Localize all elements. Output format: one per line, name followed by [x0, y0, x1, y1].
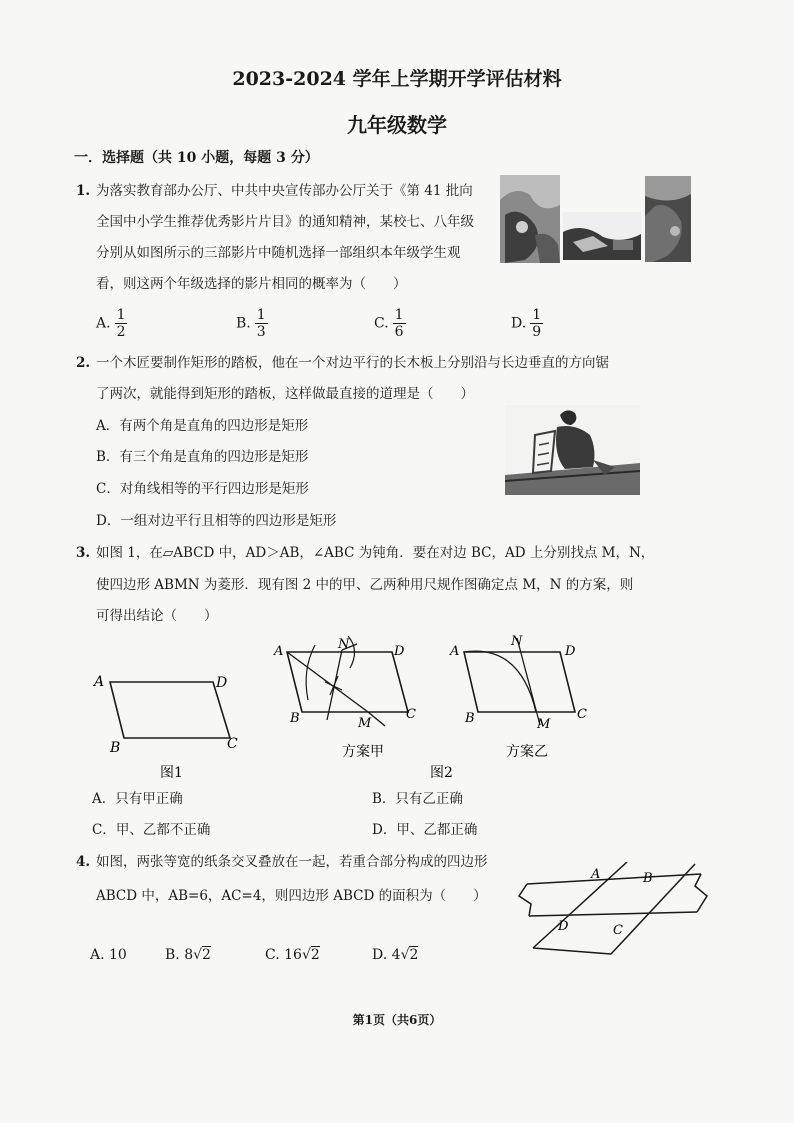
q2-option-a: A．有两个角是直角的四边形是矩形 [96, 418, 309, 434]
q1-option-c-denominator: 6 [394, 324, 404, 340]
q1-option-b-denominator: 3 [256, 324, 266, 340]
plan-a-label-n: N [338, 637, 350, 652]
q4-option-d-coef: 4 [391, 947, 401, 963]
q1-number: 1. [76, 183, 91, 199]
q4-option-c-label: C. [265, 947, 280, 963]
q1-line-1: 为落实教育部办公厅、中共中央宣传部办公厅关于《第 41 批向 [96, 183, 473, 199]
plan-a-label-m: M [358, 716, 372, 731]
q3-option-c: C．甲、乙都不正确 [92, 822, 211, 838]
q2-option-c: C．对角线相等的平行四边形是矩形 [96, 481, 309, 497]
fig1-label-c: C [227, 736, 238, 752]
q2-option-b: B．有三个角是直角的四边形是矩形 [96, 449, 309, 465]
sqrt-symbol: √ [400, 947, 410, 963]
q4-strips-figure [515, 862, 715, 957]
film-still-2 [563, 212, 641, 260]
q1-option-b-label: B. [236, 315, 251, 332]
q4-line-2: ABCD 中，AB=6，AC=4，则四边形 ABCD 的面积为（ ） [96, 888, 487, 904]
q4-option-a [90, 947, 127, 963]
q1-option-a [96, 307, 127, 340]
q4-option-c [265, 947, 320, 963]
q1-option-a-numerator: 1 [116, 307, 126, 323]
q4-option-b-label: B. [165, 947, 180, 963]
plan-a-caption: 方案甲 [342, 744, 384, 760]
section-heading: 一．选择题（共 10 小题，每题 3 分） [74, 150, 319, 166]
q1-option-b-numerator: 1 [256, 307, 266, 323]
q2-line-1: 一个木匠要制作矩形的踏板，他在一个对边平行的长木板上分别沿与长边垂直的方向锯 [96, 355, 609, 371]
plan-a-figure [273, 636, 416, 760]
plan-b-caption: 方案乙 [506, 744, 548, 760]
q3-line-3: 可得出结论（ ） [96, 608, 218, 624]
q3-option-a: A．只有甲正确 [92, 791, 183, 807]
q4-label-b: B [643, 871, 653, 886]
q3-option-b: B．只有乙正确 [372, 791, 463, 807]
q3-number: 3. [76, 545, 91, 561]
q2-number: 2. [76, 355, 91, 371]
q4-option-c-radicand: 2 [310, 947, 320, 963]
q4-line-1: 如图，两张等宽的纸条交叉叠放在一起，若重合部分构成的四边形 [96, 854, 488, 870]
q1-option-a-denominator: 2 [116, 324, 126, 340]
sqrt-symbol: √ [193, 947, 203, 963]
carpenter-photo [505, 405, 640, 495]
film-still-1 [500, 175, 560, 263]
q1-line-4: 看，则这两个年级选择的影片相同的概率为（ ） [96, 276, 407, 292]
sqrt-symbol: √ [301, 947, 311, 963]
fig1-label-a: A [94, 674, 105, 690]
q1-option-b [236, 307, 268, 340]
q1-option-c-numerator: 1 [394, 307, 404, 323]
q3-line-1: 如图 1，在▱ABCD 中，AD＞AB，∠ABC 为钝角．要在对边 BC，AD 上分别找点 M，N， [96, 545, 655, 561]
plan-b-label-d: D [565, 644, 576, 659]
fig1-caption: 图1 [160, 765, 183, 780]
q3-figures [80, 630, 620, 780]
figure-1-parallelogram [92, 674, 238, 780]
fig1-label-d: D [216, 675, 228, 691]
q3-option-d: D．甲、乙都正确 [372, 822, 478, 838]
q4-option-b-coef: 8 [184, 947, 194, 963]
q4-option-b-radicand: 2 [202, 947, 211, 963]
q4-option-b [165, 947, 211, 963]
plan-a-label-d: D [394, 644, 405, 659]
q4-number: 4. [76, 854, 91, 870]
plan-a-label-b: B [290, 711, 300, 726]
plan-a-label-c: C [406, 707, 416, 722]
q4-option-a-value: 10 [109, 947, 127, 963]
q1-option-d [511, 307, 543, 340]
plan-b-label-b: B [465, 711, 475, 726]
exam-title: 2023-2024 学年上学期开学评估材料 [232, 68, 562, 90]
q4-label-a: A [591, 867, 601, 882]
plan-a-label-a: A [274, 644, 284, 659]
q4-option-d-label: D. [372, 947, 388, 963]
plan-b-label-a: A [450, 644, 460, 659]
q1-option-d-denominator: 9 [532, 324, 542, 340]
q1-option-c [374, 307, 406, 340]
plan-b-figure [449, 634, 587, 760]
q1-option-a-label: A. [96, 315, 111, 332]
q1-line-3: 分别从如图所示的三部影片中随机选择一部组织本年级学生观 [96, 245, 461, 261]
q4-option-a-label: A. [90, 947, 105, 963]
film-still-3 [645, 176, 691, 262]
q4-label-c: C [613, 923, 623, 938]
plan-b-label-c: C [577, 707, 587, 722]
q1-option-d-numerator: 1 [532, 307, 542, 323]
q1-option-d-label: D. [511, 315, 527, 332]
q2-option-d: D．一组对边平行且相等的四边形是矩形 [96, 513, 337, 529]
q1-line-2: 全国中小学生推荐优秀影片片目》的通知精神，某校七、八年级 [96, 214, 474, 230]
exam-subtitle: 九年级数学 [347, 113, 447, 137]
q4-option-d-radicand: 2 [409, 947, 419, 963]
q4-label-d: D [558, 919, 569, 934]
fig1-label-b: B [110, 740, 121, 756]
q4-option-d [372, 947, 418, 963]
plan-b-label-n: N [511, 634, 523, 649]
plan-b-label-m: M [537, 717, 551, 732]
q1-option-c-label: C. [374, 315, 389, 332]
fig2-caption: 图2 [430, 765, 453, 780]
page-footer: 第1页（共6页） [352, 1013, 442, 1027]
q3-line-2: 使四边形 ABMN 为菱形．现有图 2 中的甲、乙两种用尺规作图确定点 M，N 的方案，则 [96, 577, 634, 593]
q4-option-c-coef: 16 [284, 947, 302, 963]
q2-line-2: 了两次，就能得到矩形的踏板，这样做最直接的道理是（ ） [96, 386, 474, 402]
